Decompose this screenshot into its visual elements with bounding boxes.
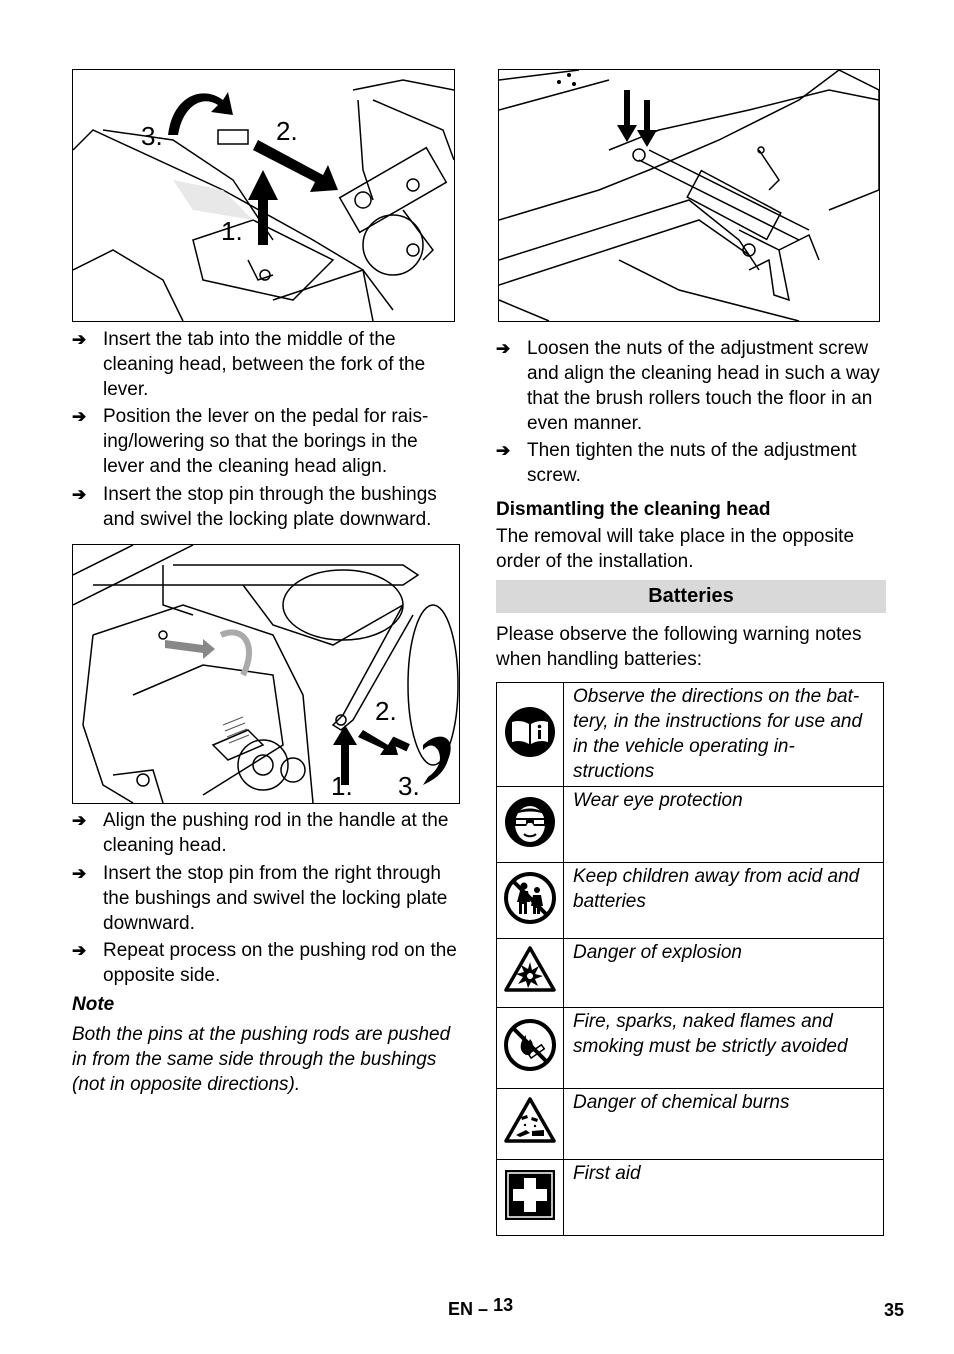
warning-text: Danger of chemical burns bbox=[564, 1089, 884, 1160]
page-number: 35 bbox=[884, 1300, 905, 1320]
figure-install-tab bbox=[72, 69, 455, 322]
list-item: ➔ Align the pushing rod in the handle at the cleaning head. bbox=[72, 810, 449, 856]
warning-text: Observe the directions on the bat-tery, in the instructions for use and in the vehicle operating in-structions bbox=[564, 683, 884, 787]
keep-children-away-icon bbox=[497, 863, 564, 939]
section-title-batteries: Batteries bbox=[496, 580, 886, 613]
warning-text: Fire, sparks, naked flames and smoking must be strictly avoided bbox=[564, 1008, 884, 1089]
arrow-right-icon: ➔ bbox=[72, 407, 87, 426]
dismantling-heading: Dismantling the cleaning head bbox=[496, 499, 771, 520]
manual-book-icon bbox=[497, 683, 564, 787]
footer-language bbox=[448, 1295, 514, 1320]
eye-protection-icon bbox=[497, 787, 564, 863]
step-label-1: 1. bbox=[331, 771, 353, 801]
first-aid-icon bbox=[497, 1160, 564, 1236]
warning-text: First aid bbox=[564, 1160, 884, 1236]
warning-row bbox=[497, 787, 884, 863]
step-label-1: 1. bbox=[221, 216, 243, 246]
note-title: Note bbox=[72, 994, 115, 1015]
battery-warnings-table bbox=[496, 682, 884, 1236]
chemical-burn-warning-icon bbox=[497, 1089, 564, 1160]
step-label-2: 2. bbox=[375, 696, 397, 726]
warning-row bbox=[497, 1089, 884, 1160]
arrow-right-icon: ➔ bbox=[72, 330, 87, 349]
list-item: ➔ Then tighten the nuts of the adjustment screw. bbox=[496, 440, 857, 486]
warning-row bbox=[497, 863, 884, 939]
arrow-right-icon: ➔ bbox=[72, 941, 87, 960]
arrow-right-icon: ➔ bbox=[72, 864, 87, 883]
footer-dash: – bbox=[478, 1299, 489, 1319]
warning-text: Keep children away from acid and batteries bbox=[564, 863, 884, 939]
step-label-2: 2. bbox=[276, 116, 298, 146]
batteries-intro: Please observe the following warning notes when handling batteries: bbox=[496, 624, 862, 670]
footer-section-page: 13 bbox=[493, 1295, 514, 1315]
arrow-right-icon: ➔ bbox=[496, 441, 511, 460]
figure-install-pushing-rod bbox=[72, 544, 460, 804]
warning-row bbox=[497, 1160, 884, 1236]
warning-row bbox=[497, 683, 884, 787]
dismantling-text: The removal will take place in the opposite order of the installation. bbox=[496, 526, 855, 572]
arrow-right-icon: ➔ bbox=[72, 811, 87, 830]
warning-text: Wear eye protection bbox=[564, 787, 884, 863]
warning-text: Danger of explosion bbox=[564, 939, 884, 1008]
figure-adjustment-screw bbox=[498, 69, 880, 322]
arrow-right-icon: ➔ bbox=[496, 339, 511, 358]
list-item: ➔ Loosen the nuts of the adjustment screw and align the cleaning head in such a way that the brush rollers touch the floor in an even manner. bbox=[496, 338, 880, 434]
list-item: ➔ Repeat process on the pushing rod on the opposite side. bbox=[72, 940, 457, 986]
explosion-warning-icon bbox=[497, 939, 564, 1008]
warning-row bbox=[497, 939, 884, 1008]
list-item: ➔ Insert the stop pin through the bushings and swivel the locking plate downward. bbox=[72, 484, 437, 530]
footer-lang-code: EN bbox=[448, 1299, 474, 1319]
warning-row bbox=[497, 1008, 884, 1089]
no-fire-icon bbox=[497, 1008, 564, 1089]
arrow-right-icon: ➔ bbox=[72, 485, 87, 504]
list-item: ➔ Position the lever on the pedal for rais-ing/lowering so that the borings in the lever and the cleaning head align. bbox=[72, 406, 429, 477]
step-label-3: 3. bbox=[398, 771, 420, 801]
list-item: ➔ Insert the stop pin from the right through the bushings and swivel the locking plate downward. bbox=[72, 863, 448, 934]
note-text: Both the pins at the pushing rods are pushed in from the same side through the bushings (not in opposite directions). bbox=[72, 1024, 451, 1095]
step-label-3: 3. bbox=[141, 121, 163, 151]
list-item: ➔ Insert the tab into the middle of the cleaning head, between the fork of the lever. bbox=[72, 329, 426, 400]
